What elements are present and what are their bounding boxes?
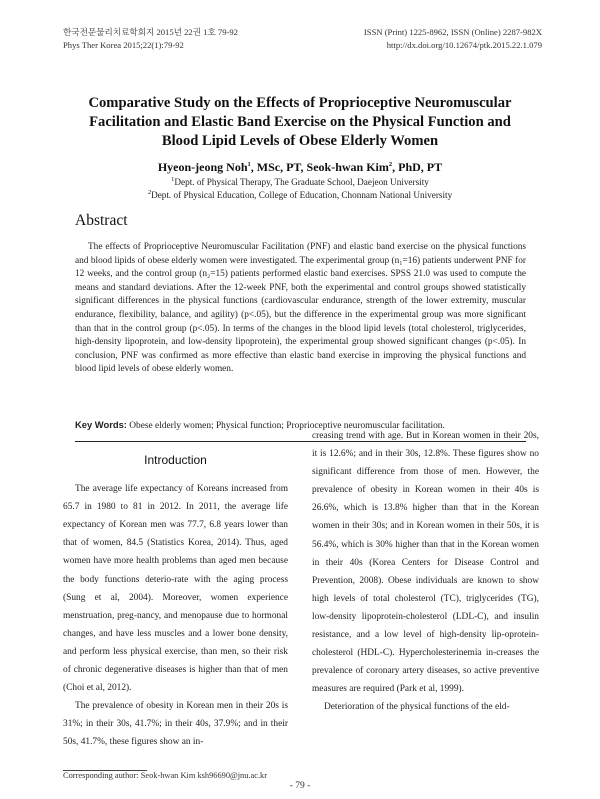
keywords-label: Key Words: — [75, 419, 127, 430]
paper-title: Comparative Study on the Effects of Proprioceptive Neuromuscular Facilitation and Elastic Band Exercise on the Physical Function and Blood Lipid Levels of Obese Elderly Women — [88, 95, 512, 149]
abstract-heading: Abstract — [75, 212, 128, 229]
keywords-text: Obese elderly women; Physical function; Proprioceptive neuromuscular facilitation. — [126, 421, 445, 431]
author-1-affil-mark: 1 — [247, 161, 251, 168]
author-line — [60, 160, 540, 175]
page-number: - 79 - — [289, 781, 311, 791]
right-column — [312, 427, 539, 717]
author-1-degrees: , MSc, PT, — [250, 160, 307, 174]
journal-english-citation: Phys Ther Korea 2015;22(1):79-92 — [63, 40, 184, 50]
introduction-heading: Introduction — [144, 453, 207, 467]
affiliation-1: $^1$Dept. of Physical Therapy, The Graduate School, Daejeon University — [171, 175, 429, 187]
intro-paragraph-2-continued: creasing trend with age. But in Korean women in their 20s, it is 12.6%; and in their 30s, 12.8%. These figures show no significant difference from those of men. However, the prevalence of obesity in Korean women in their 40s is 26.6%, which is 13.8% higher than that in the Korean women in their 30s; and in Korean women in their 50s, it is 56.4%, which is 30% higher than that in the Korean women in their 40s (Korea Centers for Disease Control and Prevention, 2008). Obese individuals are known to show high levels of total cholesterol (TC), triglycerides (TG), low-density lipoprotein-cholesterol (LDL-C), and insulin resistance, and a low level of high-density lip-oprotein-cholesterol (HDL-C). Hypercholesterinemia in-creases the prevalence of coronary artery diseases, so active preventive measures are required (Park et al, 1999). — [312, 431, 539, 695]
author-2-degrees: , PhD, PT — [392, 160, 443, 174]
left-column — [63, 451, 288, 752]
journal-issn-header — [364, 26, 542, 52]
abstract-body: The effects of Proprioceptive Neuromuscular Facilitation (PNF) and elastic band exercise on the physical functions and blood lipids of obese elderly women were investigated. The experimental group (n₁=16) patients underwent PNF for 12 weeks, and the control group (n₂=15) patients performed elastic band exercises. SPSS 21.0 was used to compute the means and standard deviations. After the 12-week PNF, both the experimental and control groups showed statistically significant differences in the physical functions (cardiovascular endurance, strength of the lower extremity, muscular endurance, flexibility, balance, and agility) (p<.05), but the difference in the experimental group was more significant than that in the control group (p<.05). In terms of the changes in the blood lipid levels (total cholesterol, triglycerides, high-density lipoprotein, and low-density lipoprotein), the experimental group showed significant changes (p<.05). In conclusion, PNF was confirmed as more effective than elastic band exercise in improving the physical functions and blood lipid levels of obese elderly women. — [75, 242, 526, 375]
intro-paragraph-2: The prevalence of obesity in Korean men in their 20s is 31%; in their 30s, 41.7%; in their 40s, 37.9%; and in their 50s, 41.7%, these figures show an in- — [63, 701, 288, 748]
journal-citation-header — [63, 26, 238, 52]
author-1-name: Hyeon-jeong Noh — [157, 160, 248, 174]
corresponding-author-footnote: Corresponding author: Seok-hwan Kim ksh96690@jnu.ac.kr — [63, 771, 268, 780]
journal-korean-title: 한국전문물리치료학회지 2015년 22권 1호 79-92 — [63, 27, 238, 37]
intro-paragraph-1: The average life expectancy of Koreans increased from 65.7 in 1980 to 81 in 2012. In 2011, the average life expectancy of Korean men was 77.7, 6.8 years lower than that of women, 84.5 (Statistics Korea, 2014). Thus, aged women have more health problems than aged men because the body functions deterio-rate with the aging process (Sung et al, 2004). Moreover, women experience menstruation, preg-nancy, and menopause due to hormonal changes, and have less muscles and a lower bone density, and perform less physical exercise, than men, so their risk of chronic degenerative diseases is higher than that of men (Choi et al, 2012). — [63, 484, 288, 694]
intro-paragraph-3: Deterioration of the physical functions of the eld- — [324, 702, 510, 713]
author-2-affil-mark: 2 — [388, 161, 393, 168]
author-2-name: Seok-hwan Kim — [306, 160, 389, 174]
doi-link[interactable]: http://dx.doi.org/10.12674/ptk.2015.22.1.079 — [386, 40, 542, 50]
affiliation-2: $^2$Dept. of Physical Education, College of Education, Chonnam National University — [147, 188, 453, 200]
issn-line: ISSN (Print) 1225-8962, ISSN (Online) 2287-982X — [363, 27, 542, 37]
